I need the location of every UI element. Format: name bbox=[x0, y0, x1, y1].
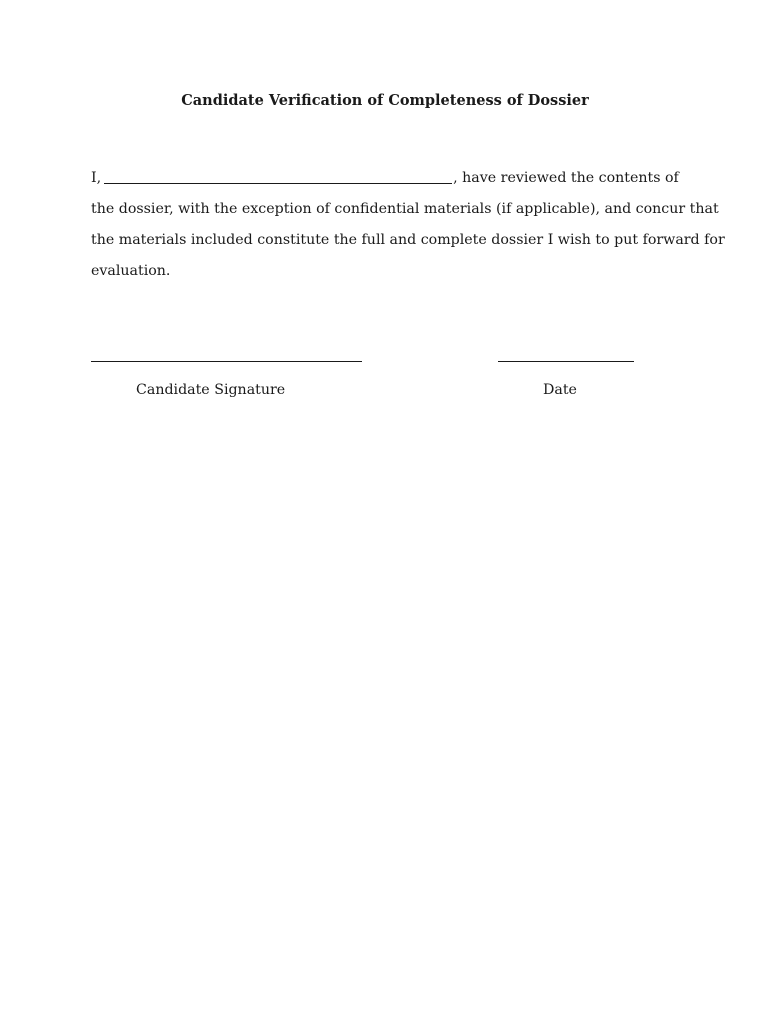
date-line[interactable] bbox=[498, 361, 634, 362]
statement-line-4: evaluation. bbox=[91, 263, 171, 279]
statement-prefix: I, bbox=[91, 170, 102, 186]
candidate-name-field[interactable] bbox=[104, 169, 452, 184]
statement-line-1 bbox=[91, 163, 691, 194]
document-title: Candidate Verification of Completeness of Dossier bbox=[181, 92, 589, 109]
signature-line[interactable] bbox=[91, 361, 362, 362]
statement-line-3: the materials included constitute the full and complete dossier I wish to put forward for bbox=[91, 232, 725, 248]
date-label: Date bbox=[543, 382, 577, 398]
signature-label: Candidate Signature bbox=[136, 382, 286, 398]
statement-line-1-suffix: , have reviewed the contents of bbox=[453, 170, 679, 186]
statement-line-2: the dossier, with the exception of confidential materials (if applicable), and concur that bbox=[91, 201, 719, 217]
